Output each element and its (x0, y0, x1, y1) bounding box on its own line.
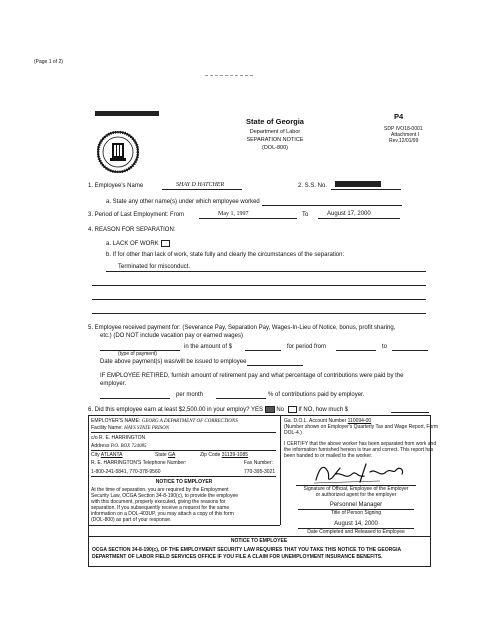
payment-period-to-label: to (382, 344, 388, 350)
department-name: Department of Labor (249, 129, 301, 135)
contribution-pct-label: % of contributions paid by employer. (268, 392, 365, 398)
employer-notice-bottom-rule (88, 525, 280, 526)
reason-line-4 (92, 313, 426, 314)
notice-name: SEPARATION NOTICE (246, 137, 304, 143)
phone-label: R. E. HARRINGTON'S Telephone Number: (91, 460, 187, 466)
notice-employer-line-2: Security Law, OCGA Section 34-8-190(c), to provide the employee (91, 493, 239, 499)
payment-date-underline (247, 365, 303, 366)
certify-line-1: I CERTIFY that the above worker has been separated from work and (284, 441, 437, 447)
employment-to-label: To (302, 212, 309, 218)
phone-value: 1-800-241-5841, 770-378-9560 (91, 469, 161, 475)
employee-name-label: 1. Employee's Name (88, 183, 144, 189)
notice-employer-line-6: (DOL-800) as part of your response. (91, 517, 172, 523)
retired-line2: employer. (100, 381, 127, 387)
employment-to-date: August 17, 2000 (327, 211, 371, 217)
form-code: (DOL-800) (262, 145, 288, 151)
notice-employer-line-1: At the time of separation, you are required by the Employment (91, 487, 229, 493)
employment-from-underline (199, 218, 297, 219)
notice-to-employer-title: NOTICE TO EMPLOYER (155, 479, 213, 485)
retirement-pct-underline (216, 398, 266, 399)
signature-caption-2: or authorized agent for the employer (315, 492, 397, 498)
payment-amount-underline (245, 350, 281, 351)
account-number-note-2: DOL-4.) (284, 430, 302, 436)
no-checkbox[interactable] (288, 406, 297, 413)
date-completed-caption: Date Completed and Released to Employee (307, 529, 405, 535)
signature-image (310, 460, 410, 486)
reason-line-1 (106, 271, 426, 272)
revision-date: Rev.12/01/99 (389, 138, 419, 144)
retirement-amount-underline (100, 398, 170, 399)
certify-line-2: the information furnished hereon is true and correct. This report has (284, 447, 434, 453)
account-number-row: Ga. D.O.L. Account Number 110094-00 (284, 418, 372, 424)
earnings-amount-underline (391, 412, 429, 413)
other-names-underline (262, 205, 402, 206)
scan-artifact-line (205, 75, 253, 76)
separation-reason-text: Terminated for misconduct. (118, 264, 191, 270)
employer-section-divider (280, 415, 281, 525)
reason-line-2 (92, 285, 426, 286)
signer-title-value: Personnel Manager (329, 502, 383, 508)
reason-line-3 (92, 299, 426, 300)
city-row: City ATLANTA (91, 452, 123, 458)
payment-question-line1: 5. Employee received payment for: (Severance Pay, Separation Pay, Wages-In-Lieu of Notice, bonus, profit sharing, (88, 325, 396, 331)
state-row: State GA (155, 452, 176, 458)
certify-line-3: been handed to or mailed to the worker. (284, 453, 373, 459)
address-underline (91, 450, 276, 451)
employment-to-underline (318, 218, 400, 219)
attachment-label: Attachment I (391, 132, 420, 138)
payment-question-line2: etc.) (DO NOT include vacation pay or earned wages) (100, 333, 243, 339)
redaction-bar (95, 111, 159, 116)
account-number-note-1: (Number shown on Employer's Quarterly Tax and Wage Report, Form (284, 424, 439, 430)
payment-period-to-underline (392, 350, 428, 351)
employer-name-row: EMPLOYER'S NAME: GEORG A DEPARTMENT OF CORRECTIONS (91, 418, 238, 424)
zip-row: Zip Code 31139-1085 (200, 452, 249, 458)
page-code-p4: P4 (394, 112, 404, 121)
facility-row: Facility Name: HAYS STATE PRISON (91, 425, 170, 431)
payment-date-label: Date above payment(s) was/will be issued to employee (100, 359, 247, 365)
separation-reason-heading: 4. REASON FOR SEPARATION: (88, 227, 176, 233)
per-month-label: per month (176, 392, 204, 398)
employment-period-label: 3. Period of Last Employment: From (88, 212, 185, 218)
other-names-label: a. State any other name(s) under which employee worked (106, 199, 260, 205)
employee-name-value: SHAY D HATCHER (176, 182, 225, 188)
phone-underline (91, 476, 276, 477)
notice-employee-line-2: DEPARTMENT OF LABOR FIELD SERVICES OFFICE IF YOU FILE A CLAIM FOR UNEMPLOYMENT INSURANCE BENEFITS. (92, 554, 383, 560)
ssn-underline (331, 189, 401, 190)
employee-notice-top-rule (88, 536, 430, 537)
notice-employer-line-4: separation. If you subsequently receive a request for the same (91, 505, 230, 511)
payment-type-caption: (type of payment) (118, 351, 157, 357)
care-of-line: c/o R. E. HARRINGTON (91, 435, 146, 441)
earnings-question: 6. Did this employee earn at least $2,500.00 in your employ? YES No If NO, how much $ (88, 407, 349, 414)
circumstances-label: b. If for other than lack of work, state fully and clearly the circumstances of the separation: (106, 252, 345, 258)
lack-of-work-checkbox[interactable] (161, 240, 170, 247)
retired-line1: IF EMPLOYEE RETIRED, furnish amount of retirement pay and what percentage of contributions were paid by the (100, 373, 404, 379)
payment-amount-label: in the amount of $ (184, 344, 233, 350)
georgia-seal-icon (97, 131, 139, 173)
facility-underline (91, 432, 276, 433)
payment-period-label: for period from (287, 344, 327, 350)
page-label: (Page 1 of 2) (34, 59, 63, 65)
address-row: Address P.O. BOX 724085 (91, 443, 147, 449)
notice-employee-line-1: OCGA SECTION 34-8-190(c), OF THE EMPLOYMENT SECURITY LAW REQUIRES THAT YOU TAKE THIS NOTICE TO THE GEORGIA (92, 547, 402, 553)
signature-caption-1: Signature of Official, Employee of the Employer (303, 486, 409, 492)
signer-title-caption: Title of Person Signing (330, 510, 382, 516)
yes-checkbox[interactable] (265, 406, 275, 413)
notice-employer-line-5: information on a DOL-403UP, you may attach a copy of this form (91, 511, 234, 517)
employee-name-underline (162, 189, 242, 190)
form-title: State of Georgia (246, 117, 304, 126)
reference-number: SDP IVO18-0001 (384, 126, 423, 132)
notice-employer-line-3: with this document, properly executed, giving the reasons for (91, 499, 226, 505)
payment-period-from-underline (336, 350, 376, 351)
lack-of-work-label: a. LACK OF WORK (106, 240, 170, 248)
notice-to-employee-title: NOTICE TO EMPLOYEE (230, 538, 288, 544)
date-completed-value: August 14, 2000 (334, 521, 378, 527)
ssn-redaction (335, 181, 381, 187)
employment-from-date: May 1, 1997 (218, 211, 249, 217)
fax-value: 770-395-3021 (244, 469, 276, 475)
fax-label: Fax Number: (244, 460, 273, 466)
ssn-label: 2. S.S. No. (298, 183, 328, 189)
